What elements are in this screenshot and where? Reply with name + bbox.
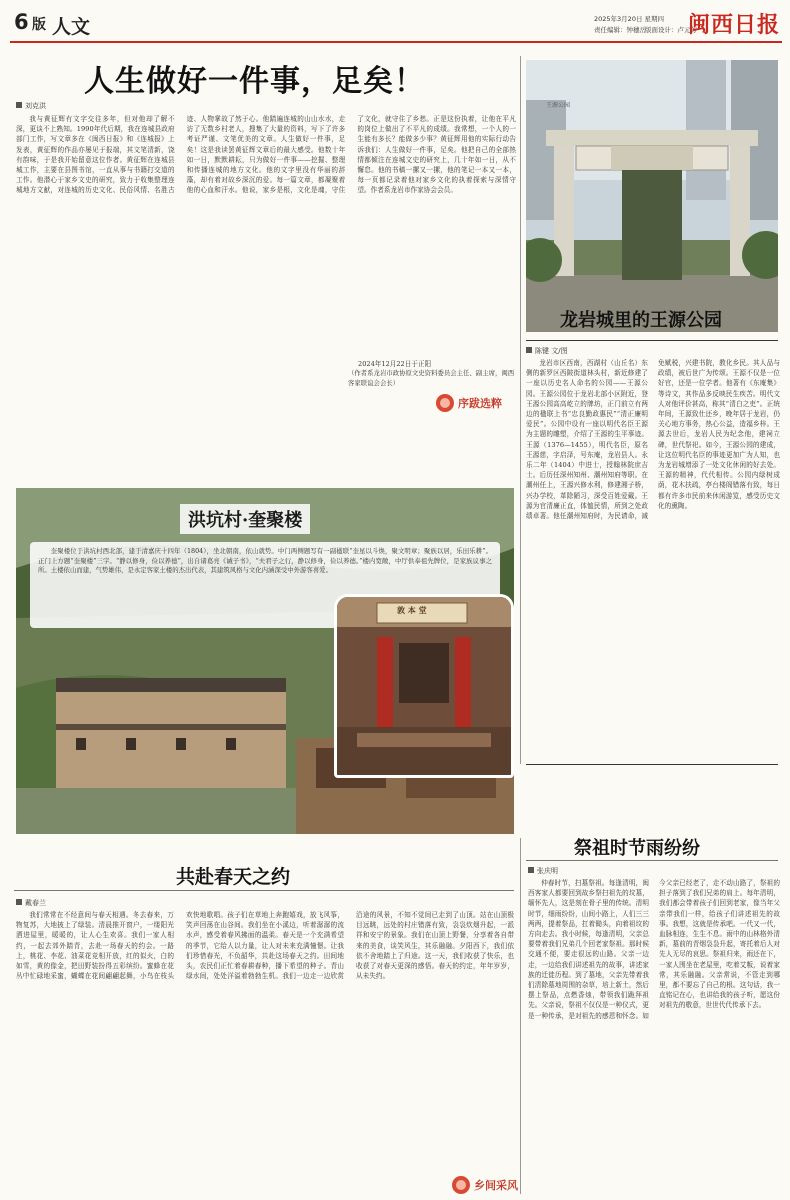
xiangjian-tag: 乡间采风: [452, 1176, 518, 1194]
jisi-top-rule: [526, 764, 778, 765]
masthead: [0, 0, 790, 46]
page-number: 6: [14, 10, 29, 34]
article1-signoff: 2024年12月22日于正阳: [358, 360, 432, 368]
jisi-body: 仲春时节，扫墓祭祖。每逢清明，闽西客家人都要回到故乡祭扫祖先的坟墓，缅怀先人，这是刻在骨子里的传统。清明时节，细雨纷纷，山间小路上，人们三三两两，提着祭品，扛着锄头，向着祖坟的方向走去。我小时候，每逢清明，父亲总要带着我们兄弟几个回老家祭祖。那时候交通不便，要走很远的山路。父亲一边走，一边给我们讲述祖先的故事，讲述家族的迁徙历程。到了墓地，父亲先带着我们清除墓地周围的杂草，培上新土，然后摆上祭品，点燃香烛，带领我们跪拜祖先。父亲说，祭祖不仅仅是一种仪式，更是一种传承，是对祖先的感恩和怀念。如今父亲已经老了，走不动山路了，祭祖的担子落到了我们兄弟的肩上。每年清明，我们都会带着孩子们回到老家，像当年父亲带我们一样，给孩子们讲述祖先的故事。我想，这就是传承吧。一代又一代，血脉相连，生生不息。雨中的山林格外清新，墓前的青烟袅袅升起，寄托着后人对先人无尽的哀思。祭祖归来，雨还在下，一家人围坐在老屋里，吃着艾粄，说着家常，其乐融融。父亲常说，不管走到哪里，都不要忘了自己的根。这句话，我一直铭记在心，也讲给我的孩子听，愿这份对祖先的敬意，世世代代传承下去。: [528, 879, 780, 1020]
article1-title: 人生做好一件事，足矣！: [84, 64, 425, 99]
wangyuan-park-photo: [526, 60, 778, 332]
author-marker-icon: [16, 899, 22, 905]
article1-note: （作者系龙岩市政协原文史资料委员会主任、副主席，闽西客家联谊会会长）: [348, 369, 515, 387]
gongyuan-title: 龙岩城里的王源公园: [560, 310, 722, 331]
column-divider-lower: [520, 838, 521, 1194]
ink-icon: [452, 1176, 470, 1194]
article1-author: 刘克洪: [16, 101, 46, 111]
gongyuan-rule: [526, 340, 778, 341]
hongkeng-caption: 奎聚楼位于洪坑村西北部，建于清嘉庆十四年（1804），坐北朝南，依山就势。中门两侧题写有一副楹联“奎星以斗焕，聚文明章；聚族以居，乐田乐耕”。正门上方题“奎聚楼”三字。“静以修身，俭以养德”，出自诸葛亮《诫子书》，“夫君子之行，静以修身，俭以养德。”楼内宽敞，中厅供奉祖先牌位，是家族议事之所。土楼依山而建，气势雄伟，是永定客家土楼的杰出代表，其建筑风格与文化内涵深受中外游客喜爱。: [38, 547, 492, 575]
hongkeng-feature: [16, 488, 514, 834]
interior-inset-photo: [334, 594, 514, 778]
masthead-rule: [10, 41, 782, 43]
gongyuan-author: 陈键 文/图: [526, 346, 568, 356]
column-divider: [520, 56, 521, 764]
yuedu-body: 我们常常在不经意间与春天相遇。冬去春来，万物复苏，大地披上了绿装。清晨推开窗户，一缕阳光洒进屋里，暖暖的，让人心生欢喜。我们一家人相约，一起去郊外踏青，去赴一场春天的约会。一路上，桃花、李花、油菜花竞相开放，红的似火，白的如雪，黄的像金，把田野装扮得五彩缤纷。蜜蜂在花丛中忙碌地采蜜，蝴蝶在花间翩翩起舞，小鸟在枝头欢快地歌唱。孩子们在草地上奔跑嬉戏，放飞风筝，笑声回荡在山谷间。我们坐在小溪边，听着潺潺的流水声，感受着春风拂面的温柔。春天是一个充满希望的季节，它给人以力量，让人对未来充满憧憬。让我们珍惜春光，不负韶华，共赴这场春天之约。田间地头，农民们正忙着春耕春种，播下希望的种子。青山绿水间，处处洋溢着勃勃生机。我们一边走一边欣赏沿途的风景，不知不觉间已走到了山顶。站在山顶极目远眺，远处的村庄错落有致，袅袅炊烟升起，一派祥和安宁的景象。我们在山顶上野餐，分享着各自带来的美食，谈笑风生，其乐融融。夕阳西下，我们依依不舍地踏上了归途。这一天，我们收获了快乐，也收获了对春天更深的感悟。春天的约定，年年岁岁，从未失约。: [16, 911, 514, 981]
hall-plaque-text: 敦 本 堂: [397, 605, 427, 615]
page-unit: 版: [32, 17, 46, 33]
masthead-editor: 责任编辑：钟穗岳: [594, 26, 646, 34]
author-marker-icon: [528, 867, 534, 873]
hall-interior-illustration: [337, 597, 511, 775]
article1-body: 我与黄征辉有文字交往多年，但对他却了解不深，更谈不上熟知。1990年代后期，我在连城县政府部门工作，写文章多在《闽西日报》和《连城报》上发表，黄征辉的作品亦屡见于报端，其文笔清新，饶有韵味，于是我开始留意这位作者。黄征辉在连城县城工作，主要在县图书馆，一直从事与书籍打交道的工作。他潜心于家乡文史的研究，致力于收集整理连城地方文献，对连城的历史文化、民俗风情、名胜古迹、人物掌故了然于心。他踏遍连城的山山水水，走访了无数乡村老人，搜集了大量的资料，写下了许多考证严谨、文笔优美的文章。人生做好一件事，足矣！这是我读罢黄征辉文章后的最大感受。他数十年如一日，默默耕耘，只为做好一件事——挖掘、整理和传播连城的地方文化。他的文字里没有华丽的辞藻，却有着对故乡深沉的爱。每一篇文章，都凝聚着他的心血和汗水。他说，家乡是根，文化是魂，守住了文化，就守住了乡愁。正是这份执着，让他在平凡的岗位上做出了不平凡的成绩。我常想，一个人的一生能有多长？能做多少事？黄征辉用他的实际行动告诉我们：人生做好一件事，足矣。他把自己的全部热情都倾注在连城文史的研究上，几十年如一日，从不懈怠。他的书稿一摞又一摞，他的笔记一本又一本，每一页都记录着他对家乡文化的执着探索与深情守望。作者系龙岩市作家协会会员。: [16, 115, 516, 195]
jisi-rule: [526, 860, 778, 861]
jisi-title: 祭祖时节雨纷纷: [574, 838, 700, 859]
preface-tag: 序跋选粹: [436, 394, 502, 412]
paper-logo: 闽西日报: [688, 12, 781, 38]
masthead-date: 2025年3月20日 星期四: [594, 15, 665, 23]
yuedu-title: 共赴春天之约: [176, 866, 291, 888]
yuedu-author: 戴春兰: [16, 898, 46, 908]
ink-icon: [436, 394, 454, 412]
author-marker-icon: [16, 102, 22, 108]
masthead-design: 版面设计：卢元芳: [645, 26, 697, 34]
yuedu-rule: [14, 890, 514, 891]
jisi-author: 张庆明: [528, 866, 558, 876]
section-name: 人文: [52, 16, 91, 38]
park-sign-text: 王源公园: [546, 102, 571, 109]
hongkeng-title: 洪坑村·奎聚楼: [180, 504, 310, 534]
gongyuan-body: 龙岩市区西南，西湖村（山丘名）东侧的新罗区西陂街道林头村，新近修建了一座以历史名人命名的公园——王源公园。王源公园位于龙岩北部小区附近，登王源公园高高屹立的牌坊，正门前立有两边的楹联上书“忠良勤政惠民”“清正廉明爱民”。公园中设有一座以明代名臣王源为主题的雕塑，介绍了王源的生平事迹。王源（1376—1455），明代名臣，原名王源慈，字启泽，号东庵，龙岩县人。永乐二年（1404）中进士，授翰林院庶吉士。后历任深州知州、潮州知府等职。在潮州任上，王源兴修水利，修建湘子桥，兴办学校，革除陋习，深受百姓爱戴。王源为官清廉正直，体恤民情，所到之处政绩卓著。他任潮州知府时，为民请命，减免赋税，兴建书院，教化乡民。其人品与政绩，被后世广为传颂。王源不仅是一位好官，还是一位学者。他著有《东庵集》等诗文，其作品多反映民生疾苦。明代文人对他评价甚高，称其“清白之吏”。正统年间，王源致仕还乡，晚年居于龙岩，仍关心地方事务，热心公益，造福乡梓。王源去世后，龙岩人民为纪念他，建祠立碑，世代祭祀。如今，王源公园的建成，让这位明代名臣的事迹更加广为人知，也为龙岩城增添了一处文化休闲的好去处。王源的精神，代代相传。公园内绿树成荫，花木扶疏，亭台楼阁错落有致，每日都有许多市民前来休闲游览，感受历史文化的熏陶。: [526, 359, 780, 521]
author-marker-icon: [526, 347, 532, 353]
